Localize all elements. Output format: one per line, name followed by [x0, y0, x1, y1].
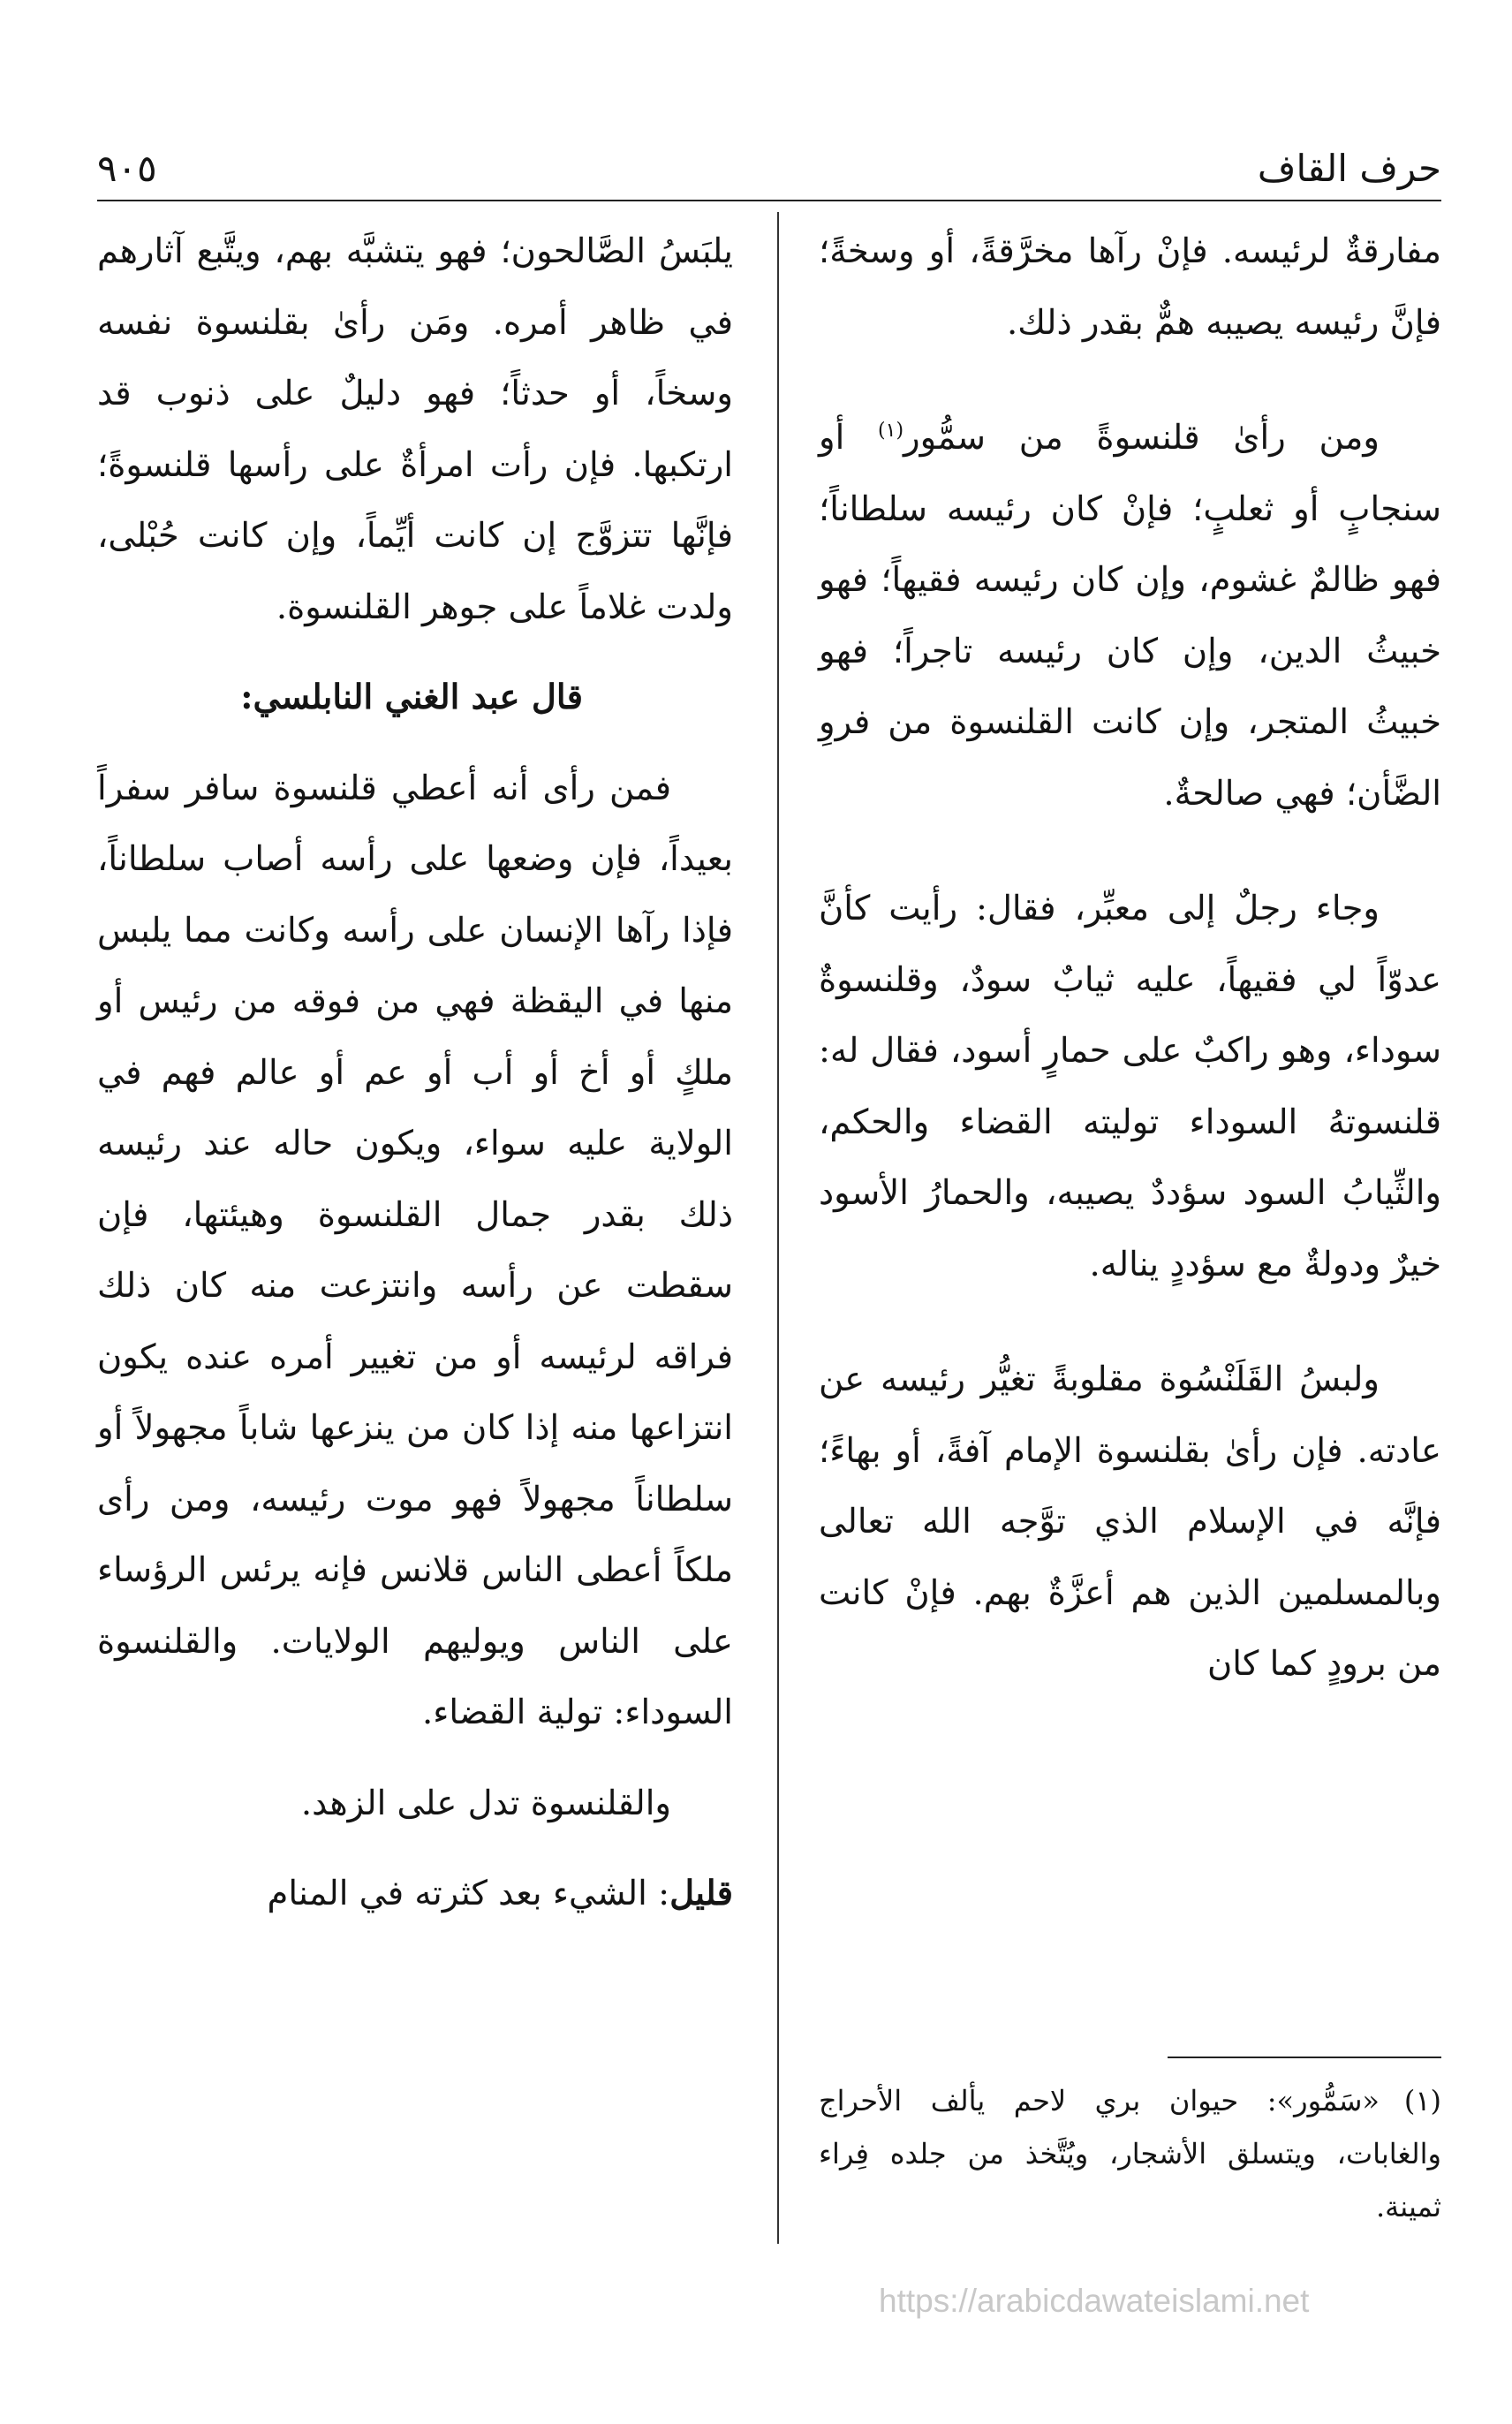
- paragraph-text: ومن رأىٰ قلنسوةً من سمُّور: [903, 418, 1380, 458]
- watermark: https://arabicdawateislami.net: [879, 2283, 1310, 2319]
- paragraph: والقلنسوة تدل على الزهد.: [300, 1783, 671, 1823]
- footnote-reference[interactable]: (١): [878, 420, 904, 443]
- paragraph: ولبسُ القَلَنْسُوة مقلوبةً تغيُّر رئيسه عن عادته. فإن رأىٰ بقلنسوة الإمام آفةً، أو بهاءً؛ فإنَّه في الإسلام الذي توَّجه الله تعالى وبالمسلمين الذين هم أعزَّةٌ بهم. فإنْ كانت من برودٍ كما كان: [819, 1360, 1441, 1684]
- paragraph: [819, 403, 1441, 829]
- paragraph-text: أو سنجابٍ أو ثعلبٍ؛ فإنْ كان رئيسه سلطاناً؛ فهو ظالمٌ غشوم، وإن كان رئيسه فقيهاً؛ فهو خبيثُ الدين، وإن كان رئيسه تاجراً؛ فهو خبيثُ المتجر، وإن كانت القلنسوة من فروِ الضَّأن؛ فهي صالحةٌ.: [819, 418, 1441, 814]
- header-rule: [97, 200, 1441, 201]
- column-divider: [777, 212, 779, 2244]
- chapter-title: حرف القاف: [1257, 147, 1441, 190]
- entry-keyword: قليل: [669, 1874, 733, 1913]
- footnote-rule: [1168, 2057, 1441, 2058]
- right-column: [819, 216, 1441, 1701]
- left-column: [97, 216, 733, 1930]
- footnotes: [819, 2074, 1441, 2233]
- footnote-number: (١): [1403, 2084, 1441, 2117]
- page-header: [97, 133, 1441, 190]
- paragraph: [97, 1859, 733, 1930]
- paragraph: وجاء رجلٌ إلى معبِّر، فقال: رأيت كأنَّ عدوّاً لي فقيهاً، عليه ثيابٌ سودٌ، وقلنسوةٌ سوداء، وهو راكبٌ على حمارٍ أسود، فقال له: قلنسوتهُ السوداء توليته القضاء والحكم، والثِّيابُ السود سؤددٌ يصيبه، والحمارُ الأسود خيرٌ ودولةٌ مع سؤددٍ يناله.: [819, 889, 1441, 1284]
- footnote-text: «سَمُّور»: حيوان بري لاحم يألف الأحراج والغابات، ويتسلق الأشجار، ويُتَّخذ من جلده فِراء ثمينة.: [819, 2084, 1441, 2223]
- paragraph: فمن رأى أنه أعطي قلنسوة سافر سفراً بعيداً، فإن وضعها على رأسه أصاب سلطاناً، فإذا رآها الإنسان على رأسه وكانت مما يلبس منها في اليقظة فهي من فوقه من رئيس أو ملكٍ أو أخ أو أب أو عم أو عالم فهم في الولاية عليه سواء، ويكون حاله عند رئيسه ذلك بقدر جمال القلنسوة وهيئتها، فإن سقطت عن رأسه وانتزعت منه كان ذلك فراقه لرئيسه أو من تغيير أمره عنده يكون انتزاعها منه إذا كان من ينزعها شاباً مجهولاً أو سلطاناً مجهولاً فهو موت رئيسه، ومن رأى ملكاً أعطى الناس قلانس فإنه يرئس الرؤساء على الناس ويوليهم الولايات. والقلنسوة السوداء: تولية القضاء.: [97, 768, 733, 1732]
- paragraph: مفارقةٌ لرئيسه. فإنْ رآها مخرَّقةً، أو وسخةً؛ فإنَّ رئيسه يصيبه همٌّ بقدر ذلك.: [819, 231, 1441, 343]
- section-heading: قال عبد الغني النابلسي:: [240, 678, 583, 717]
- paragraph: يلبَسُ الصَّالحون؛ فهو يتشبَّه بهم، ويتَّبع آثارهم في ظاهر أمره. ومَن رأىٰ بقلنسوة نفسه وسخاً، أو حدثاً؛ فهو دليلٌ على ذنوب قد ارتكبها. فإن رأت امرأةٌ على رأسها قلنسوةً؛ فإنَّها تتزوَّج إن كانت أيِّماً، وإن كانت حُبْلى، ولدت غلاماً على جوهر القلنسوة.: [97, 231, 733, 627]
- page-number: ٩٠٥: [97, 147, 157, 190]
- paragraph-text: : الشيء بعد كثرته في المنام: [267, 1874, 670, 1913]
- footnote: [819, 2074, 1441, 2233]
